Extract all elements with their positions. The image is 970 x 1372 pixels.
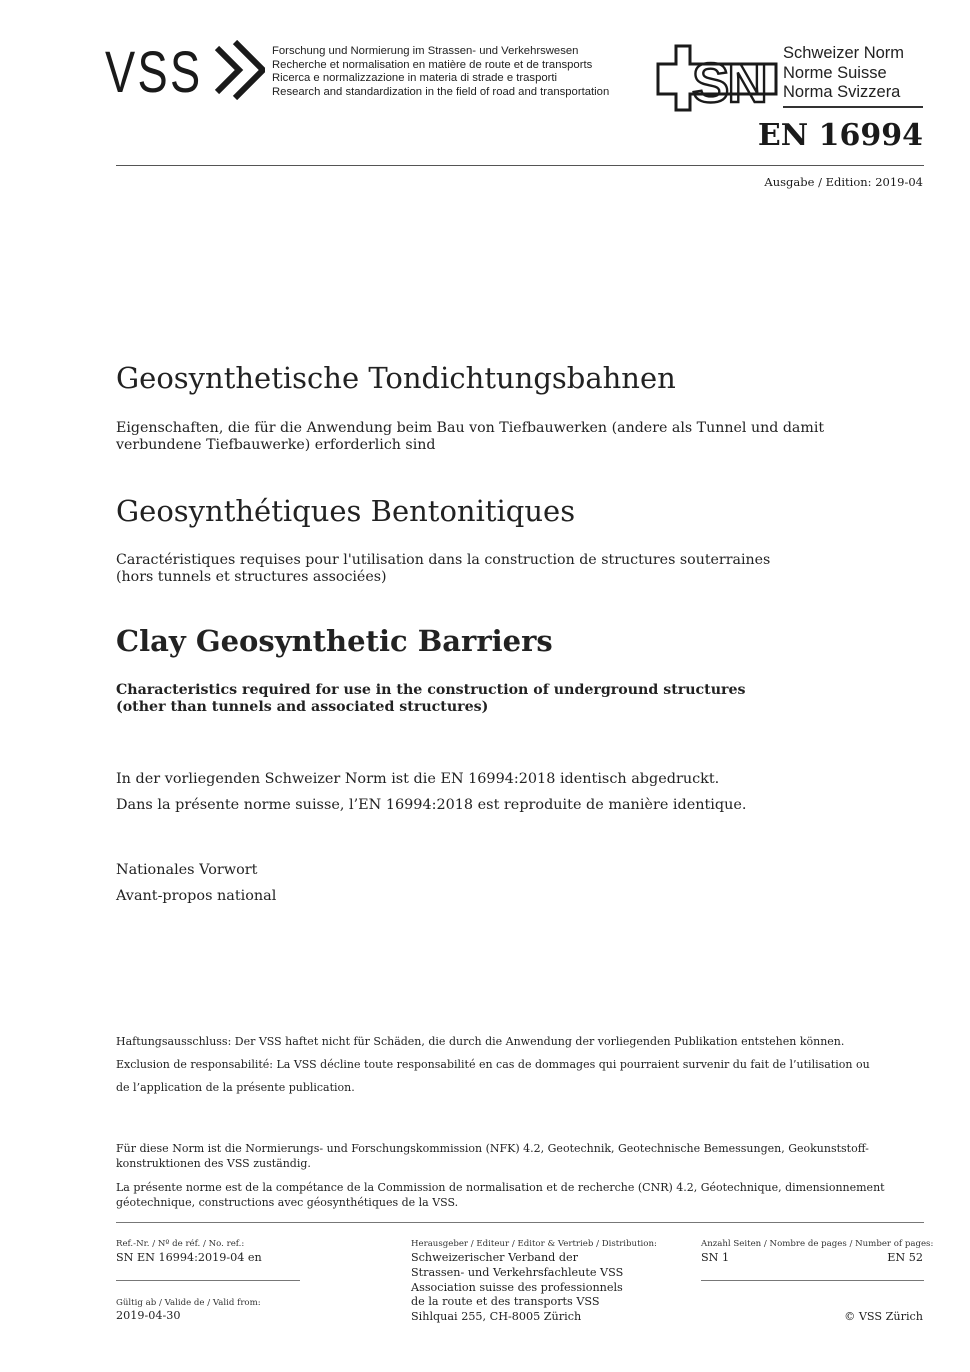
subtitle-fr-line: (hors tunnels et structures associées)	[116, 569, 387, 585]
subtitle-de: Eigenschaften, die für die Anwendung beim Bau von Tiefbauwerken (andere als Tunnel und damit verbundene Tiefbauwerke) erforderlich sind	[116, 420, 825, 453]
title-de: Geosynthetische Tondichtungsbahnen	[116, 361, 676, 395]
edition-date: Ausgabe / Edition: 2019-04	[764, 175, 923, 189]
sn-divider	[783, 106, 923, 108]
subtitle-fr-line: Caractéristiques requises pour l'utilisation dans la construction de structures souterraines	[116, 552, 771, 568]
header-divider	[116, 165, 924, 166]
tagline-line: Forschung und Normierung im Strassen- und Verkehrswesen	[272, 45, 579, 57]
publisher-line: Schweizerischer Verband der	[411, 1251, 578, 1264]
title-fr: Geosynthétiques Bentonitiques	[116, 494, 576, 528]
tagline-line: Ricerca e normalizzazione in materia di strade e trasporti	[272, 72, 558, 85]
svg-text:VSS: VSS	[105, 40, 203, 100]
pages-sn: SN 1	[701, 1251, 730, 1264]
tagline-line: Recherche et normalisation en matière de route et de transports	[272, 58, 593, 71]
ref-label: Ref.-Nr. / Nº de réf. / No. ref.:	[116, 1239, 245, 1249]
pages-en: EN 52	[887, 1251, 923, 1264]
sn-logo-text: SN	[692, 51, 766, 112]
title-en: Clay Geosynthetic Barriers	[116, 624, 553, 658]
publisher-line: de la route et des transports VSS	[411, 1295, 600, 1309]
statement-de: In der vorliegenden Schweizer Norm ist die EN 16994:2018 identisch abgedruckt.	[116, 771, 720, 787]
footer-left-divider	[116, 1280, 300, 1281]
valid-label: Gültig ab / Valide de / Valid from:	[116, 1298, 261, 1308]
copyright: © VSS Zürich	[844, 1310, 923, 1323]
statement-fr: Dans la présente norme suisse, l’EN 16994:2018 est reproduite de manière identique.	[116, 797, 747, 813]
subtitle-en	[116, 682, 906, 716]
valid-value: 2019-04-30	[116, 1309, 181, 1322]
footer-divider	[116, 1222, 924, 1223]
sn-names	[783, 44, 904, 103]
disclaimer-fr-line1: Exclusion de responsabilité: La VSS décline toute responsabilité en cas de dommages qui pourraient survenir du fait de l’utilisation ou	[116, 1058, 870, 1071]
publisher-line: Association suisse des professionnels	[411, 1280, 623, 1294]
committee-de: Für diese Norm ist die Normierungs- und Forschungskommission (NFK) 4.2, Geotechnik, Geotechnische Bemessungen, Geokunststoff-konstruktionen des VSS zuständig.	[116, 1142, 869, 1170]
standard-number: EN 16994	[757, 118, 923, 153]
vss-logo	[105, 40, 265, 100]
committee-fr: La présente norme est de la compétance de la Commission de normalisation et de recherche (CNR) 4.2, Géotechnique, dimensionnement géotechnique, constructions avec géosynthétiques de la VSS.	[116, 1181, 885, 1209]
sn-name-it: Norma Svizzera	[783, 83, 901, 101]
sn-cross-logo	[656, 44, 786, 112]
sn-name-fr: Norme Suisse	[783, 63, 887, 82]
publisher-line: Sihlquai 255, CH-8005 Zürich	[411, 1310, 582, 1324]
publisher-line: Strassen- und Verkehrsfachleute VSS	[411, 1265, 624, 1279]
sn-name-de: Schweizer Norm	[783, 44, 905, 62]
foreword-de: Nationales Vorwort	[116, 862, 258, 878]
foreword-fr: Avant-propos national	[116, 888, 277, 904]
vss-tagline	[272, 45, 609, 99]
pages-label: Anzahl Seiten / Nombre de pages / Number of pages:	[701, 1239, 934, 1249]
publisher-label: Herausgeber / Editeur / Editor & Vertrieb / Distribution:	[411, 1239, 657, 1249]
subtitle-fr	[116, 552, 906, 586]
footer-right-divider	[701, 1280, 924, 1281]
publisher-address	[411, 1251, 623, 1325]
tagline-line: Research and standardization in the field of road and transportation	[272, 85, 610, 98]
subtitle-en-line: (other than tunnels and associated structures)	[116, 699, 489, 715]
subtitle-en-line: Characteristics required for use in the construction of underground structures	[116, 682, 746, 698]
disclaimer-de: Haftungsausschluss: Der VSS haftet nicht für Schäden, die durch die Anwendung der vorliegenden Publikation entstehen können.	[116, 1035, 845, 1048]
ref-value: SN EN 16994:2019-04 en	[116, 1251, 262, 1264]
disclaimer-fr-line2: de l’application de la présente publication.	[116, 1081, 355, 1094]
